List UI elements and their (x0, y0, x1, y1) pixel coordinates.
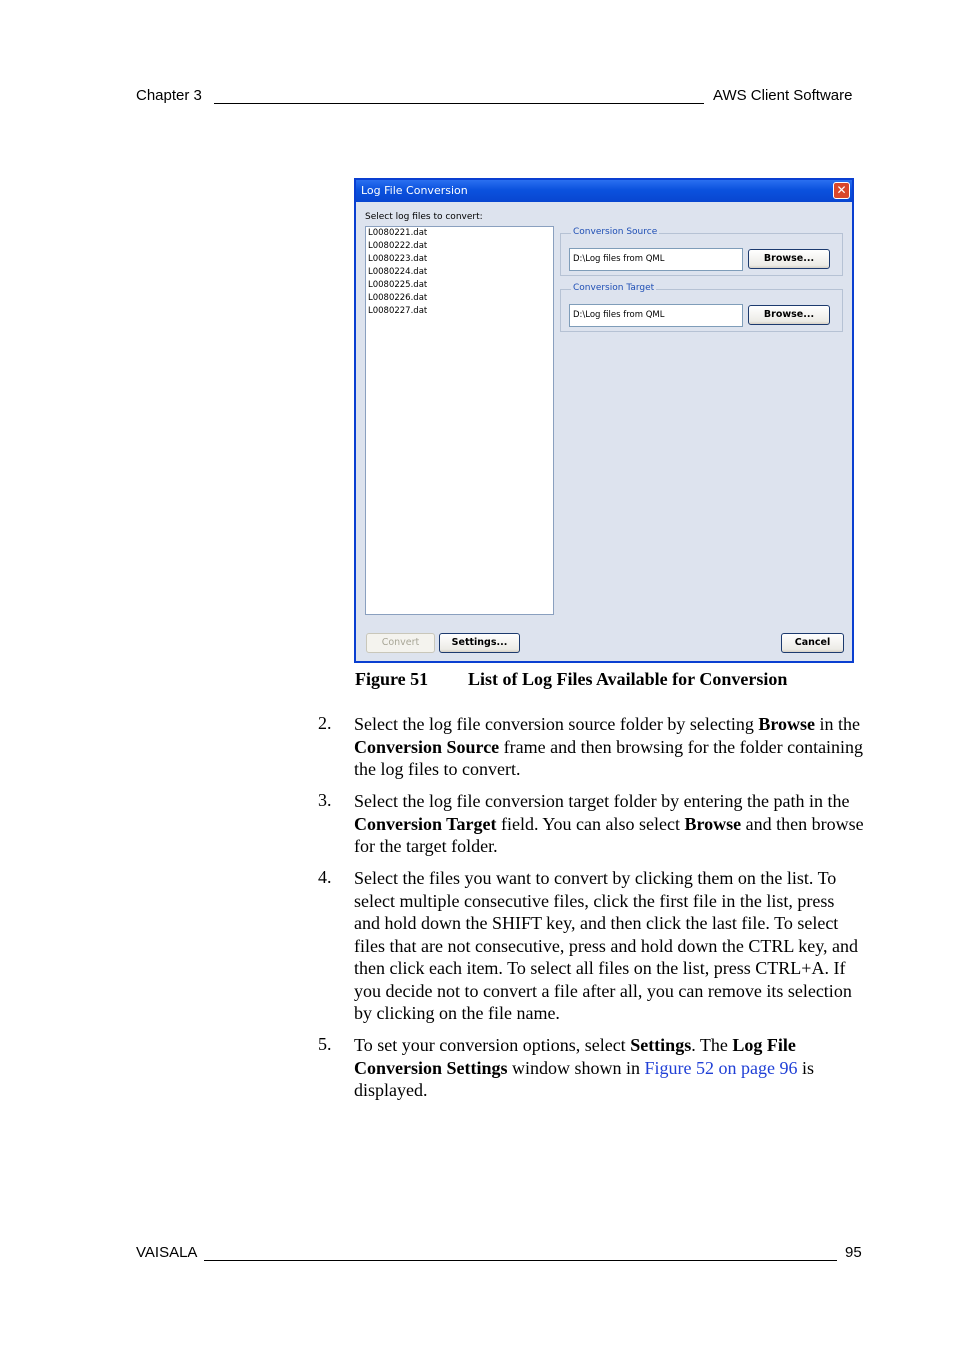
list-item[interactable]: L0080224.dat (368, 267, 428, 277)
convert-button[interactable]: Convert (366, 633, 435, 653)
chapter-label: Chapter 3 (136, 87, 202, 104)
step-number: 3. (318, 790, 332, 810)
step-4-text: Select the files you want to convert by clicking them on the list. To select multiple consecutive files, click the first file in the list, press and hold down the SHIFT key, and then click the last file. To select files that are not consecutive, press and hold down the CTRL key, and then click each item. To select all files on the list, press CTRL+A. If you decide not to convert a file after all, you can remove its selection by clicking on the file name. (354, 868, 859, 1023)
list-item[interactable]: L0080225.dat (368, 280, 428, 290)
conversion-source-legend: Conversion Source (573, 227, 658, 237)
conversion-target-legend: Conversion Target (573, 283, 655, 293)
list-item[interactable]: L0080227.dat (368, 306, 428, 316)
header-rule (214, 103, 704, 104)
header-title: AWS Client Software (713, 87, 853, 104)
figure-52-link[interactable]: Figure 52 on page 96 (644, 1057, 798, 1078)
conversion-target-input[interactable]: D:\Log files from QML (569, 304, 743, 327)
conversion-source-input[interactable]: D:\Log files from QML (569, 248, 743, 271)
figure-caption: List of Log Files Available for Conversion (468, 669, 788, 689)
step-2-text: Select the log file conversion source folder by selecting Browse in the Conversion Source frame and then browsing for the folder containing the log files to convert. (354, 714, 864, 779)
file-list[interactable] (365, 226, 554, 615)
footer-company: VAISALA (136, 1244, 198, 1261)
conversion-target-frame (560, 283, 843, 332)
step-3-text: Select the log file conversion target folder by entering the path in the Conversion Target field. You can also select Browse and then browse for the target folder. (354, 791, 864, 856)
list-item[interactable]: L0080222.dat (368, 241, 428, 251)
step-5-text: To set your conversion options, select Settings. The Log File Conversion Settings window shown in Figure 52 on page 96 is displayed. (354, 1035, 815, 1100)
cancel-button[interactable]: Cancel (781, 633, 844, 653)
step-number: 4. (318, 867, 332, 887)
footer-rule (204, 1260, 837, 1261)
dialog-title: Log File Conversion (356, 180, 852, 202)
step-number: 5. (318, 1034, 332, 1054)
target-browse-button[interactable]: Browse... (748, 305, 830, 325)
settings-button[interactable]: Settings... (439, 633, 520, 653)
conversion-source-frame (560, 227, 843, 276)
page-number: 95 (845, 1244, 862, 1261)
step-number: 2. (318, 713, 332, 733)
list-item[interactable]: L0080223.dat (368, 254, 428, 264)
list-item[interactable]: L0080226.dat (368, 293, 428, 303)
figure-number: Figure 51 (355, 669, 429, 689)
close-icon[interactable]: ✕ (833, 182, 850, 199)
list-item[interactable]: L0080221.dat (368, 228, 428, 238)
source-browse-button[interactable]: Browse... (748, 249, 830, 269)
file-list-label: Select log files to convert: (365, 212, 483, 222)
log-file-conversion-dialog (354, 178, 854, 663)
